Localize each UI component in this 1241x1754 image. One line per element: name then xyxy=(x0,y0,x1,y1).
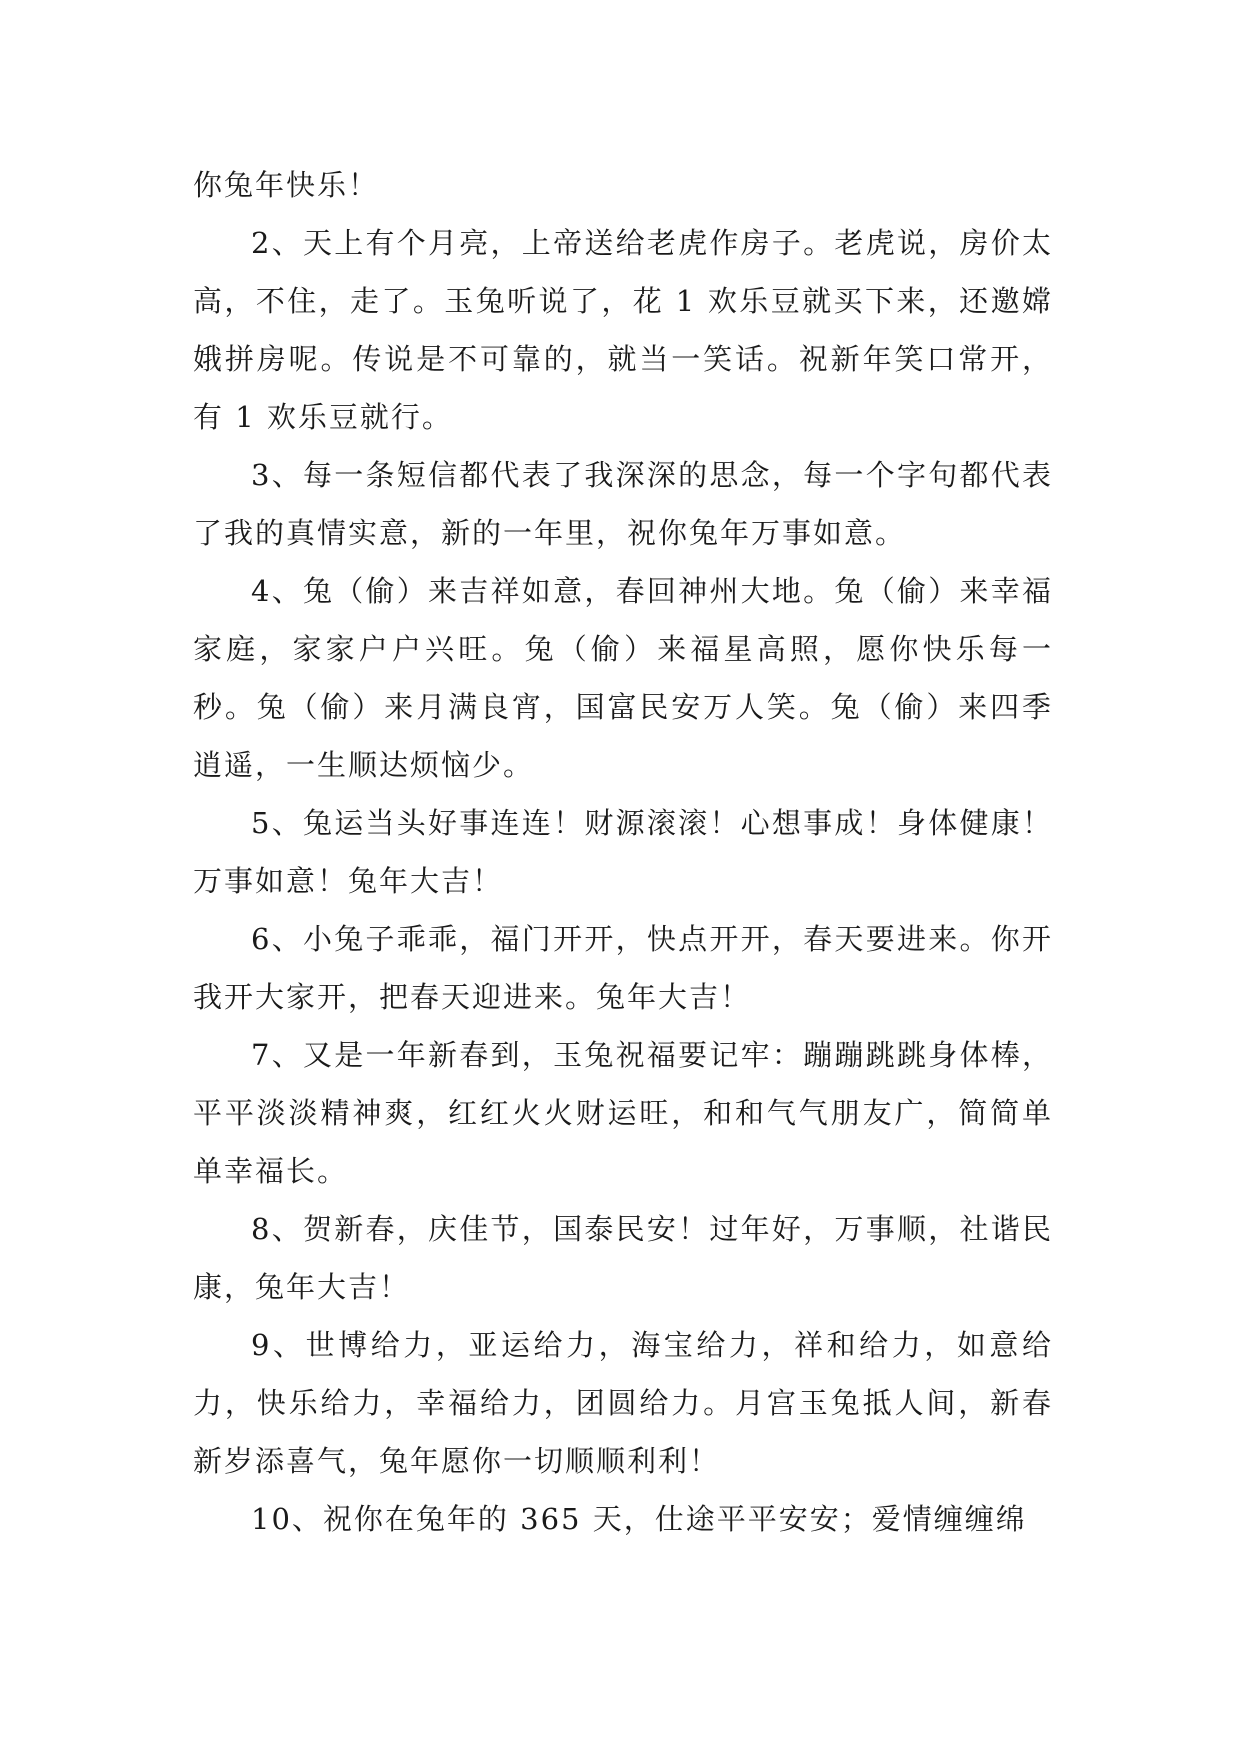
paragraph-5: 5、兔运当头好事连连！财源滚滚！心想事成！身体健康！万事如意！兔年大吉！ xyxy=(193,806,1053,898)
paragraph-2: 2、天上有个月亮，上帝送给老虎作房子。老虎说，房价太高，不住，走了。玉兔听说了，花 1 欢乐豆就买下来，还邀嫦娥拼房呢。传说是不可靠的，就当一笑话。祝新年笑口常开，有 1 欢乐豆就行。 xyxy=(193,226,1053,434)
paragraph-1: 你兔年快乐！ xyxy=(193,168,380,202)
paragraph-7: 7、又是一年新春到，玉兔祝福要记牢：蹦蹦跳跳身体棒，平平淡淡精神爽，红红火火财运旺，和和气气朋友广，简简单单幸福长。 xyxy=(193,1038,1053,1188)
paragraph-10: 10、祝你在兔年的 365 天，仕途平平安安；爱情缠缠绵 xyxy=(251,1502,1027,1536)
paragraph-9: 9、世博给力，亚运给力，海宝给力，祥和给力，如意给力，快乐给力，幸福给力，团圆给力。月宫玉兔抵人间，新春新岁添喜气，兔年愿你一切顺顺利利！ xyxy=(193,1328,1053,1478)
paragraph-4: 4、兔（偷）来吉祥如意，春回神州大地。兔（偷）来幸福家庭，家家户户兴旺。兔（偷）来福星高照，愿你快乐每一秒。兔（偷）来月满良宵，国富民安万人笑。兔（偷）来四季逍遥，一生顺达烦恼少。 xyxy=(193,574,1053,782)
paragraph-8: 8、贺新春，庆佳节，国泰民安！过年好，万事顺，社谐民康，兔年大吉！ xyxy=(193,1212,1053,1304)
paragraph-6: 6、小兔子乖乖，福门开开，快点开开，春天要进来。你开我开大家开，把春天迎进来。兔年大吉！ xyxy=(193,922,1053,1014)
document-body xyxy=(193,156,1053,1548)
paragraph-3: 3、每一条短信都代表了我深深的思念，每一个字句都代表了我的真情实意，新的一年里，祝你兔年万事如意。 xyxy=(193,458,1053,550)
